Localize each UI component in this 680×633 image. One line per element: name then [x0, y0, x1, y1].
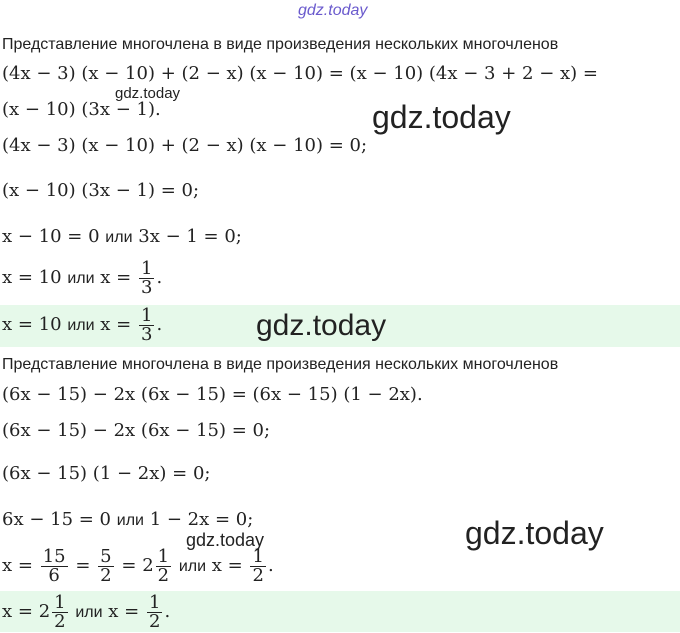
section2-heading: Представление многочлена в виде произведения нескольких многочленов	[2, 356, 559, 373]
period: .	[267, 555, 274, 576]
fraction-denominator: 2	[149, 610, 161, 632]
watermark-small-1: gdz.today	[115, 85, 181, 102]
fraction-numerator: 5	[100, 545, 112, 567]
fraction-1-2	[52, 591, 67, 632]
fraction-denominator: 3	[140, 323, 153, 345]
or-word: или	[75, 604, 103, 621]
section1-line6-a: x = 10	[2, 267, 62, 288]
section2-answer-b: x =	[108, 601, 140, 622]
section2-line4	[2, 510, 253, 531]
fraction-1-2	[250, 545, 265, 586]
fraction-denominator: 2	[157, 564, 170, 586]
watermark-large-3: gdz.today	[465, 515, 604, 551]
section2-answer	[2, 592, 170, 633]
section2-line5	[2, 546, 274, 587]
section1-line1: (4x − 3) (x − 10) + (2 − x) (x − 10) = (x − 10) (4x − 3 + 2 − x) =	[2, 63, 598, 84]
section1-line6-b: x =	[100, 267, 132, 288]
section1-answer-a: x = 10	[2, 314, 62, 335]
section2-line5-a: x =	[2, 555, 33, 576]
watermark-small-2: gdz.today	[186, 530, 265, 550]
period: .	[156, 267, 163, 288]
section1-line5-a: x − 10 = 0	[2, 226, 100, 247]
section1-line3: (4x − 3) (x − 10) + (2 − x) (x − 10) = 0;	[2, 135, 368, 156]
watermark-large-2: gdz.today	[256, 309, 387, 342]
fraction-denominator: 3	[140, 276, 153, 298]
section2-line1: (6x − 15) − 2x (6x − 15) = (6x − 15) (1 − 2x).	[2, 384, 423, 405]
fraction-denominator: 6	[48, 564, 60, 586]
section1-line6	[2, 258, 162, 299]
fraction-one-third	[139, 257, 154, 298]
fraction-numerator: 1	[149, 591, 161, 613]
mixed-whole: 2	[38, 601, 51, 622]
fraction-numerator: 15	[42, 545, 66, 567]
fraction-numerator: 1	[140, 304, 153, 326]
or-word: или	[178, 558, 207, 575]
fraction-5-2	[98, 545, 113, 586]
or-word: или	[105, 229, 133, 246]
fraction-one-third	[139, 304, 154, 345]
section2-line4-b: 1 − 2x = 0;	[149, 509, 254, 530]
watermark-top: gdz.today	[298, 2, 368, 19]
fraction-1-2	[147, 591, 162, 632]
fraction-numerator: 1	[252, 545, 264, 567]
section1-line5-b: 3x − 1 = 0;	[138, 226, 242, 247]
equals-sign: =	[75, 555, 91, 576]
period: .	[164, 601, 171, 622]
or-word: или	[67, 317, 95, 334]
section2-line2: (6x − 15) − 2x (6x − 15) = 0;	[2, 420, 271, 441]
or-word: или	[116, 512, 144, 529]
fraction-denominator: 2	[100, 564, 112, 586]
section2-line3: (6x − 15) (1 − 2x) = 0;	[2, 463, 211, 484]
fraction-15-6	[41, 545, 68, 586]
fraction-denominator: 2	[252, 564, 264, 586]
fraction-numerator: 1	[157, 545, 170, 567]
section2-line4-a: 6x − 15 = 0	[2, 509, 112, 530]
section1-line2: (x − 10) (3x − 1).	[2, 99, 161, 120]
equals-sign: =	[121, 555, 137, 576]
section1-heading: Представление многочлена в виде произведения нескольких многочленов	[2, 36, 559, 53]
section1-line5	[2, 227, 242, 248]
watermark-large-1: gdz.today	[372, 99, 511, 135]
section1-answer-b: x =	[100, 314, 132, 335]
mixed-whole: 2	[142, 555, 154, 576]
section1-line4: (x − 10) (3x − 1) = 0;	[2, 180, 200, 201]
fraction-denominator: 2	[54, 610, 66, 632]
or-word: или	[67, 270, 95, 287]
section2-answer-a: x =	[2, 601, 33, 622]
section2-line5-b: x =	[211, 555, 243, 576]
fraction-numerator: 1	[54, 591, 66, 613]
fraction-1-2	[156, 545, 171, 586]
fraction-numerator: 1	[140, 257, 153, 279]
period: .	[156, 314, 163, 335]
section1-answer	[2, 305, 162, 346]
